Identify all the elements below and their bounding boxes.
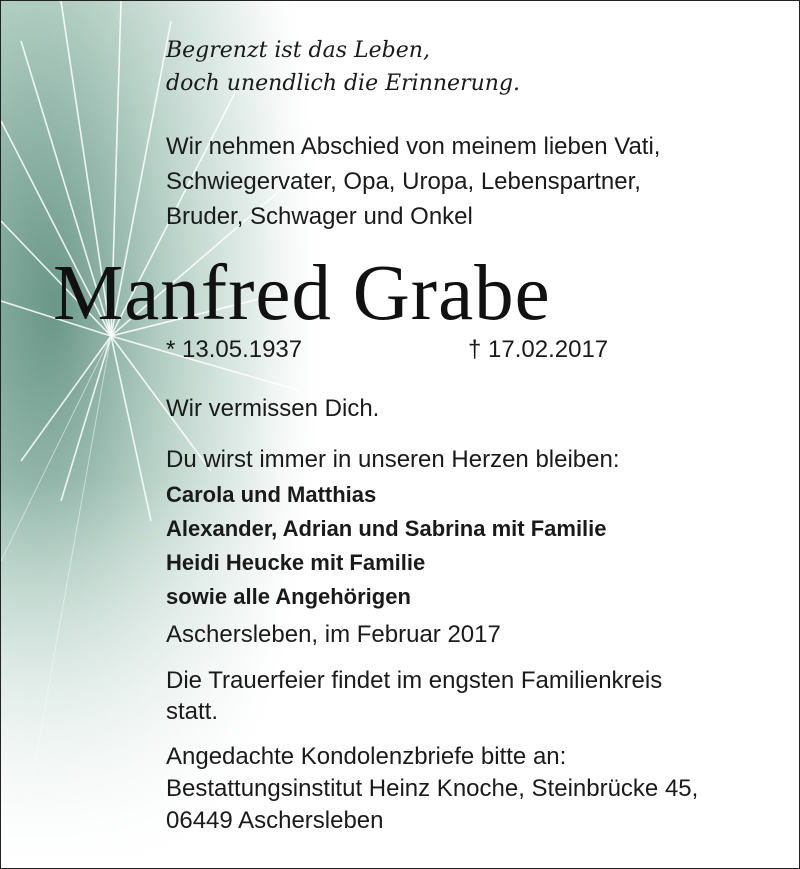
intro-line: Bruder, Schwager und Onkel — [166, 203, 473, 230]
condolence-line: Bestattungsinstitut Heinz Knoche, Steinbrücke 45, — [166, 775, 699, 802]
intro-line: Wir nehmen Abschied von meinem lieben Vati, — [166, 133, 661, 160]
funeral-line: statt. — [166, 698, 219, 725]
death-date: † 17.02.2017 — [468, 336, 609, 363]
condolence-line: 06449 Aschersleben — [166, 807, 384, 834]
quote-line: doch unendlich die Erinnerung. — [166, 71, 521, 96]
quote — [166, 34, 779, 100]
place-date: Aschersleben, im Februar 2017 — [166, 621, 501, 648]
quote-line: Begrenzt ist das Leben, — [166, 38, 430, 63]
mourner: sowie alle Angehörigen — [166, 584, 411, 609]
farewell-intro — [166, 129, 779, 234]
condolence-line: Angedachte Kondolenzbriefe bitte an: — [166, 743, 567, 770]
funeral-note — [166, 665, 779, 727]
condolence-address — [166, 741, 779, 837]
mourners-list — [166, 478, 779, 614]
deceased-name: Manfred Grabe — [53, 250, 551, 337]
funeral-line: Die Trauerfeier findet im engsten Familienkreis — [166, 667, 663, 694]
mourner: Alexander, Adrian und Sabrina mit Familie — [166, 516, 607, 541]
mourner: Heidi Heucke mit Familie — [166, 550, 426, 575]
mourner: Carola und Matthias — [166, 482, 377, 507]
miss-text: Wir vermissen Dich. — [166, 395, 380, 422]
birth-date: * 13.05.1937 — [166, 336, 303, 363]
intro-line: Schwiegervater, Opa, Uropa, Lebenspartner, — [166, 168, 641, 195]
heart-text: Du wirst immer in unseren Herzen bleiben: — [166, 446, 620, 473]
